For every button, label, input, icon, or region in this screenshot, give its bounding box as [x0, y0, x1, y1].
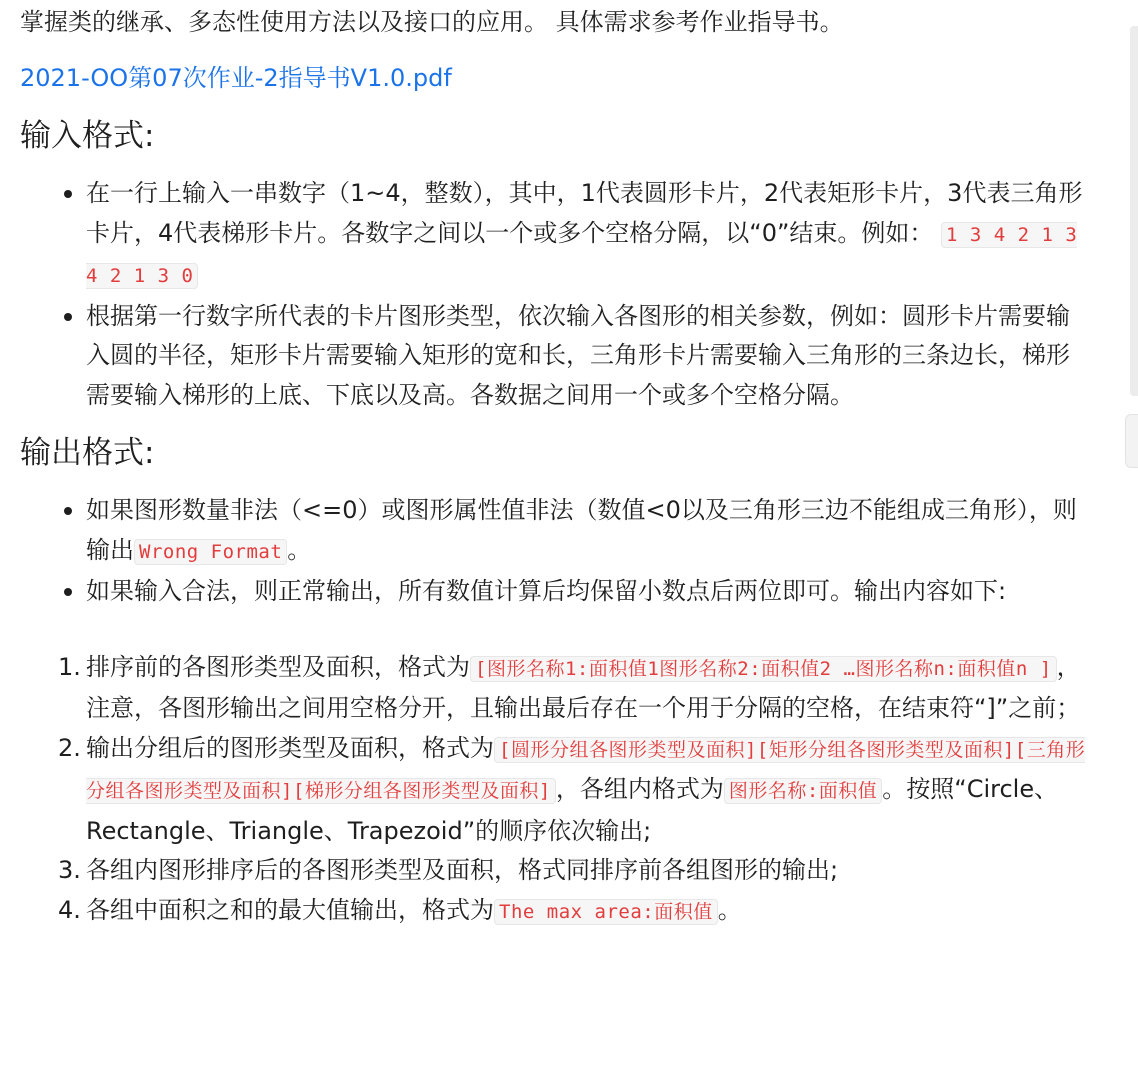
step-text: 输出分组后的图形类型及面积，格式为	[86, 733, 494, 762]
step-number: 1.	[58, 652, 81, 681]
output-format-list	[20, 491, 1090, 612]
step-text: ，各组内格式为	[555, 775, 724, 803]
document-body	[20, 0, 1090, 932]
scrollbar[interactable]	[1130, 26, 1138, 396]
input-bullet-1-text: 在一行上输入一串数字（1~4，整数），其中，1代表圆形卡片，2代表矩形卡片，3代表三角形卡片，4代表梯形卡片。各数字之间以一个或多个空格分隔，以“0”结束。例如：	[86, 179, 1083, 247]
intro-text: 掌握类的继承、多态性使用方法以及接口的应用。 具体需求参考作业指导书。	[20, 8, 844, 36]
step-number: 3.	[58, 856, 81, 884]
input-format-list	[20, 174, 1090, 415]
step-text: 各组中面积之和的最大值输出，格式为	[86, 895, 494, 924]
output-bullet-2-text: 如果输入合法，则正常输出，所有数值计算后均保留小数点后两位即可。输出内容如下:	[86, 577, 1007, 605]
format-code: [图形名称1:面积值1图形名称2:面积值2 …图形名称n:面积值n ]	[470, 656, 1057, 682]
step-item-3	[58, 851, 1090, 891]
step-text: 各组内图形排序后的各图形类型及面积，格式同排序前各组图形的输出;	[86, 856, 839, 884]
bullet-dot-icon	[64, 313, 72, 321]
step-text: 排序前的各图形类型及面积，格式为	[86, 652, 470, 681]
step-number: 2.	[58, 733, 81, 762]
output-bullet-1-end: 。	[287, 535, 312, 564]
bullet-dot-icon	[64, 507, 72, 515]
step-item-2	[58, 729, 1090, 852]
format-code: 图形名称:面积值	[724, 778, 882, 804]
list-item	[86, 491, 1090, 572]
format-code: The max area:面积值	[494, 899, 718, 925]
step-item-1	[58, 648, 1090, 729]
input-format-heading: 输入格式:	[20, 118, 155, 154]
format-code: [圆形分组各图形类型及面积][矩形分组各图形类型及面积][三角形分组各图形类型及面积][梯形分组各图形类型及面积]	[86, 738, 1086, 802]
list-item	[86, 572, 1090, 612]
output-format-heading: 输出格式:	[20, 435, 155, 471]
bullet-dot-icon	[64, 190, 72, 198]
output-steps-list	[20, 648, 1090, 933]
list-item	[86, 174, 1090, 297]
step-text: 。按照“Circle、Rectangle、Triangle、Trapezoid”的顺序依次输出;	[86, 775, 1059, 845]
step-text: 。	[717, 895, 742, 924]
wrong-format-code: Wrong Format	[134, 539, 287, 565]
input-bullet-2-text: 根据第一行数字所代表的卡片图形类型，依次输入各图形的相关参数，例如：圆形卡片需要输入圆的半径，矩形卡片需要输入矩形的宽和长，三角形卡片需要输入三角形的三条边长，梯形需要输入梯形的上底、下底以及高。各数据之间用一个或多个空格分隔。	[86, 301, 1070, 409]
input-example-code: 1 3 4 2 1 3 4 2 1 3 0	[86, 223, 1078, 287]
bullet-dot-icon	[64, 588, 72, 596]
side-panel-tab[interactable]	[1125, 414, 1138, 468]
step-number: 4.	[58, 895, 81, 924]
list-item	[86, 297, 1090, 416]
pdf-attachment-link[interactable]: 2021-OO第07次作业-2指导书V1.0.pdf	[20, 64, 452, 92]
step-item-4	[58, 891, 1090, 933]
step-text: ，注意，各图形输出之间用空格分开，且输出最后存在一个用于分隔的空格，在结束符“]”之前；	[86, 652, 1081, 722]
output-bullet-1-text: 如果图形数量非法（<=0）或图形属性值非法（数值<0以及三角形三边不能组成三角形），则输出	[86, 496, 1077, 564]
